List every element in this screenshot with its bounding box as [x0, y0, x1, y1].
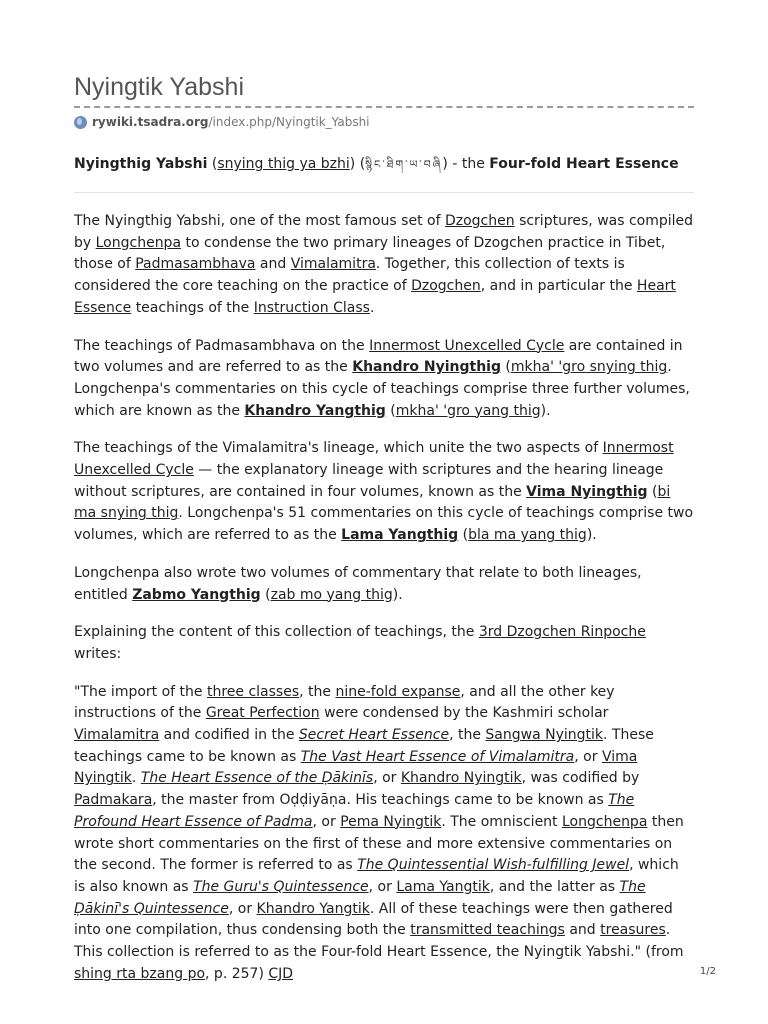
- link-treasures[interactable]: treasures: [600, 922, 666, 939]
- link-profound-heart-essence[interactable]: The Profound Heart Essence of Padma: [74, 792, 635, 830]
- source-url[interactable]: [74, 113, 694, 131]
- link-padmasambhava[interactable]: Padmasambhava: [135, 256, 256, 273]
- link-vimalamitra[interactable]: Vimalamitra: [290, 256, 376, 273]
- link-nine-fold-expanse[interactable]: nine-fold expanse: [335, 683, 461, 700]
- page-number: 1/2: [699, 966, 716, 977]
- link-zabmo-yangthig[interactable]: Zabmo Yangthig: [132, 586, 261, 603]
- link-vima-nyingtik[interactable]: Vima Nyingtik: [74, 748, 638, 787]
- link-khandro-yangthig[interactable]: Khandro Yangthig: [244, 402, 386, 419]
- article-body: [74, 211, 694, 986]
- link-khandro-yangtik[interactable]: Khandro Yangtik: [256, 900, 370, 917]
- paragraph-6: "The import of the three classes, the nine-fold expanse, and all the other key instructions of the Great Perfection were condensed by the Kashmiri scholar Vimalamitra and codified in the Secret Heart Essence, the Sangwa Nyingtik. These teachings came to be known as The Vast Heart Essence of Vimalamitra, or Vima Nyingtik. The Heart Essence of the Ḍākinīs, or Khandro Nyingtik, was codified by Padmakara, the master from Oḍḍiyāṇa. His teachings came to be known as The Profound Heart Essence of Padma, or Pema Nyingtik. The omniscient Longchenpa then wrote short commentaries on the first of these and more extensive commentaries on the second. The former is referred to as The Quintessential Wish-fulfilling Jewel, which is also known as The Guru's Quintessence, or Lama Yangtik, and the latter as The Ḍākinī's Quintessence, or Khandro Yangtik. All of these teachings were then gathered into one compilation, thus condensing both the transmitted teachings and treasures. This collection is referred to as the Four-fold Heart Essence, the Nyingtik Yabshi." (from shing rta bzang po, p. 257) CJD: [74, 683, 684, 982]
- page-title: Nyingtik Yabshi: [74, 73, 244, 101]
- link-transmitted-teachings[interactable]: transmitted teachings: [410, 922, 565, 939]
- link-vast-heart-essence[interactable]: The Vast Heart Essence of Vimalamitra: [300, 748, 575, 765]
- link-padmakara[interactable]: Padmakara: [74, 792, 153, 809]
- paragraph-3: The teachings of the Vimalamitra's lineage, which unite the two aspects of Innermost Unexcelled Cycle — the explanatory lineage with scriptures and the hearing lineage without scriptures, are contained in four volumes, known as the Vima Nyingthig (bi ma snying thig. Longchenpa's 51 commentaries on this cycle of teachings comprise two volumes, which are referred to as the Lama Yangthig (bla ma yang thig).: [74, 440, 694, 544]
- link-heart-essence[interactable]: Heart Essence: [74, 278, 676, 316]
- lead-tibetan: སྙིང་ཐིག་ཡ་བཞི: [365, 158, 443, 171]
- link-dakinis-quintessence[interactable]: The Ḍākinī's Quintessence: [74, 878, 646, 917]
- paragraph-2: The teachings of Padmasambhava on the Innermost Unexcelled Cycle are contained in two volumes and are referred to as the Khandro Nyingthig (mkha' 'gro snying thig. Longchenpa's commentaries on this cycle of teachings comprise three further volumes, which are known as the Khandro Yangthig (mkha' 'gro yang thig).: [74, 337, 690, 419]
- link-bla-ma-yang-thig[interactable]: bla ma yang thig: [468, 527, 587, 544]
- link-bi-ma-snying-thig[interactable]: bi ma snying thig: [74, 483, 671, 522]
- lead-term: Nyingthig Yabshi: [74, 156, 208, 172]
- paragraph-4: Longchenpa also wrote two volumes of commentary that relate to both lineages, entitled Zabmo Yangthig (zab mo yang thig).: [74, 564, 642, 603]
- link-innermost-unexcelled-cycle[interactable]: Innermost Unexcelled Cycle: [369, 337, 565, 354]
- link-instruction-class[interactable]: Instruction Class: [253, 299, 370, 316]
- link-mkha-gro-snying-thig[interactable]: mkha' 'gro snying thig: [510, 359, 668, 376]
- link-gurus-quintessence[interactable]: The Guru's Quintessence: [193, 878, 369, 895]
- link-vima-nyingthig[interactable]: Vima Nyingthig: [526, 483, 648, 500]
- link-secret-heart-essence[interactable]: Secret Heart Essence: [298, 727, 450, 744]
- link-cjd[interactable]: CJD: [268, 965, 294, 982]
- source-path: /index.php/Nyingtik_Yabshi: [208, 115, 370, 129]
- link-lama-yangthig[interactable]: Lama Yangthig: [341, 527, 459, 544]
- source-domain: rywiki.tsadra.org: [92, 115, 209, 129]
- link-mkha-gro-yang-thig[interactable]: mkha' 'gro yang thig: [395, 402, 541, 419]
- link-dzogchen-2[interactable]: Dzogchen: [411, 278, 481, 295]
- link-quintessential-jewel[interactable]: The Quintessential Wish-fulfilling Jewel: [357, 857, 630, 874]
- link-dzogchen[interactable]: Dzogchen: [444, 213, 515, 229]
- lead-gloss: Four-fold Heart Essence: [489, 156, 679, 172]
- link-vimalamitra-2[interactable]: Vimalamitra: [74, 727, 160, 744]
- title-divider: [74, 106, 694, 108]
- link-longchenpa[interactable]: Longchenpa: [95, 234, 182, 251]
- link-shing-rta-bzang-po[interactable]: shing rta bzang po: [74, 965, 206, 982]
- link-khandro-nyingtik[interactable]: Khandro Nyingtik: [400, 770, 522, 787]
- paragraph-5: Explaining the content of this collection of teachings, the 3rd Dzogchen Rinpoche writes:: [74, 624, 646, 662]
- link-lama-yangtik[interactable]: Lama Yangtik: [396, 878, 490, 895]
- link-3rd-dzogchen-rinpoche[interactable]: 3rd Dzogchen Rinpoche: [478, 624, 646, 641]
- globe-icon: [74, 116, 87, 129]
- page-content: [74, 0, 694, 1002]
- link-innermost-unexcelled-cycle-2[interactable]: Innermost Unexcelled Cycle: [74, 440, 674, 479]
- link-sangwa-nyingtik[interactable]: Sangwa Nyingtik: [485, 727, 604, 744]
- link-great-perfection[interactable]: Great Perfection: [205, 705, 320, 722]
- link-pema-nyingtik[interactable]: Pema Nyingtik: [340, 813, 442, 830]
- link-longchenpa-2[interactable]: Longchenpa: [562, 813, 648, 830]
- link-zab-mo-yang-thig[interactable]: zab mo yang thig: [270, 586, 393, 603]
- paragraph-1: The Nyingthig Yabshi, one of the most famous set of Dzogchen scriptures, was compiled by Longchenpa to condense the two primary lineages of Dzogchen practice in Tibet, those of Padmasambhava and Vimalamitra. Together, this collection of texts is considered the core teaching on the practice of Dzogchen, and in particular the Heart Essence teachings of the Instruction Class.: [74, 213, 694, 316]
- link-heart-essence-dakinis[interactable]: The Heart Essence of the Ḍākinīs: [140, 770, 374, 787]
- lead-definition: Nyingthig Yabshi (snying thig ya bzhi) (སྙིང་ཐིག་ཡ་བཞི) - the Four-fold Heart Essence: [74, 153, 694, 193]
- link-three-classes[interactable]: three classes: [206, 683, 300, 700]
- link-khandro-nyingthig[interactable]: Khandro Nyingthig: [352, 359, 501, 376]
- lead-wylie-link[interactable]: snying thig ya bzhi: [217, 156, 350, 172]
